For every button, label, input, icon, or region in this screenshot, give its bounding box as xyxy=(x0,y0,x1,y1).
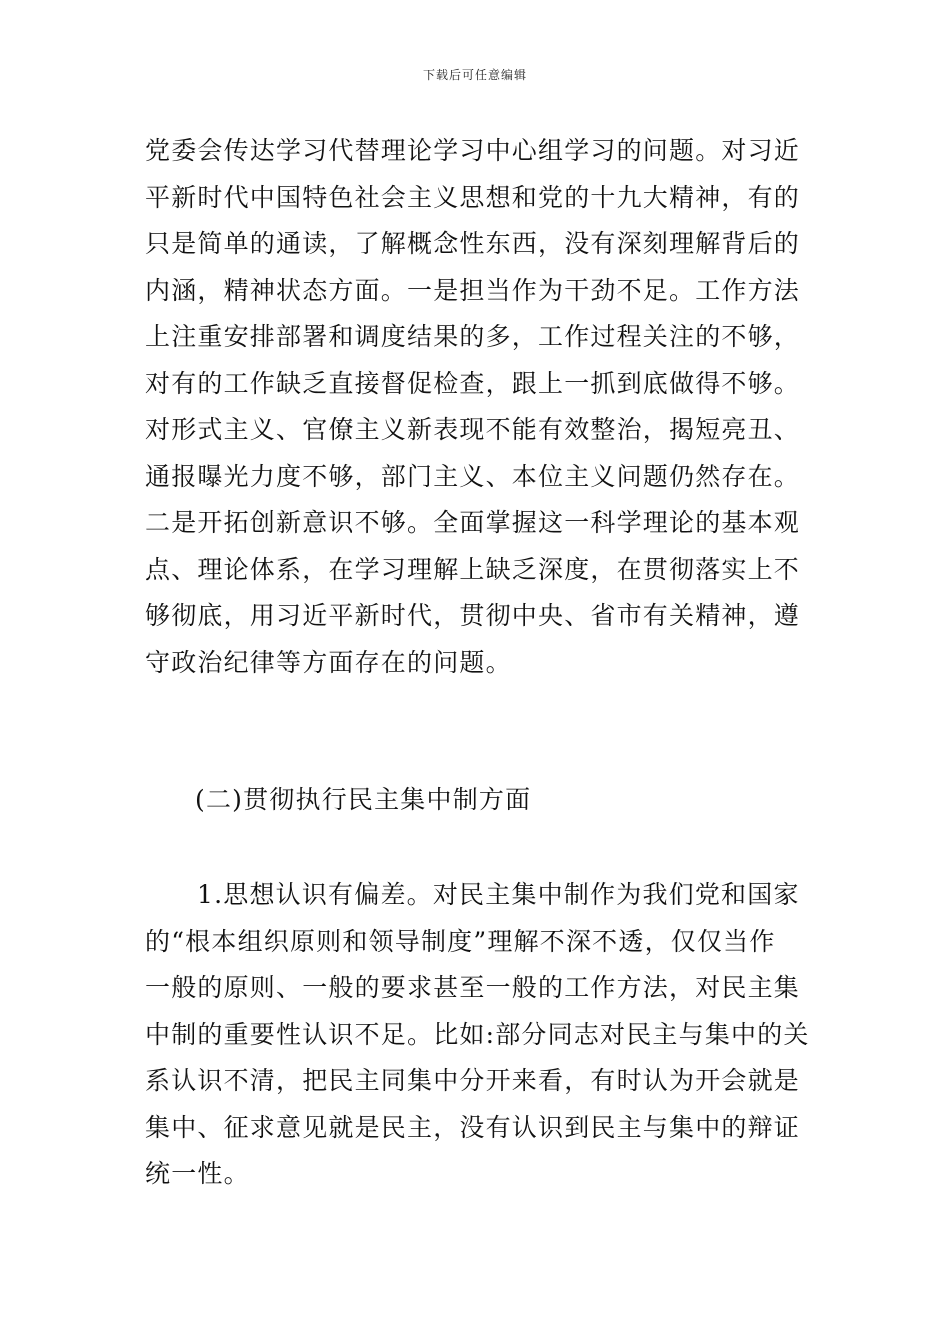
text-line: 对有的工作缺乏直接督促检查，跟上一抓到底做得不够。 xyxy=(145,368,801,398)
text-line: 统一性。 xyxy=(145,1159,250,1188)
text-line: 系认识不清，把民主同集中分开来看，有时认为开会就是 xyxy=(145,1066,801,1095)
text-line: 中制的重要性认识不足。比如:部分同志对民主与集中的关 xyxy=(145,1019,810,1049)
text-line: 通报曝光力度不够，部门主义、本位主义问题仍然存在。 xyxy=(145,461,801,491)
text-line: 二是开拓创新意识不够。全面掌握这一科学理论的基本观 xyxy=(145,508,801,537)
section-heading: (二)贯彻执行民主集中制方面 xyxy=(195,785,532,814)
text-line: 一般的原则、一般的要求甚至一般的工作方法，对民主集 xyxy=(145,973,801,1002)
text-line: 点、理论体系，在学习理解上缺乏深度，在贯彻落实上不 xyxy=(145,554,801,584)
paragraph-2 xyxy=(145,872,810,1198)
text-line: 内涵，精神状态方面。一是担当作为干劲不足。工作方法 xyxy=(145,275,801,305)
text-line: 集中、征求意见就是民主，没有认识到民主与集中的辩证 xyxy=(145,1112,801,1142)
text-line: 党委会传达学习代替理论学习中心组学习的问题。对习近 xyxy=(145,136,801,165)
text-line: 1.思想认识有偏差。对民主集中制作为我们党和国家 xyxy=(197,880,800,909)
paragraph-1 xyxy=(145,128,810,686)
text-line: 只是简单的通读，了解概念性东西，没有深刻理解背后的 xyxy=(145,229,801,258)
text-line: 平新时代中国特色社会主义思想和党的十九大精神，有的 xyxy=(145,182,801,212)
text-line: 的“根本组织原则和领导制度”理解不深不透，仅仅当作 xyxy=(145,926,776,956)
header-note: 下载后可任意编辑 xyxy=(422,68,527,82)
text-line: 够彻底，用习近平新时代，贯彻中央、省市有关精神，遵 xyxy=(145,601,801,630)
text-line: 守政治纪律等方面存在的问题。 xyxy=(145,647,512,677)
text-line: 上注重安排部署和调度结果的多，工作过程关注的不够， xyxy=(145,322,801,351)
text-line: 对形式主义、官僚主义新表现不能有效整治，揭短亮丑、 xyxy=(145,415,801,444)
